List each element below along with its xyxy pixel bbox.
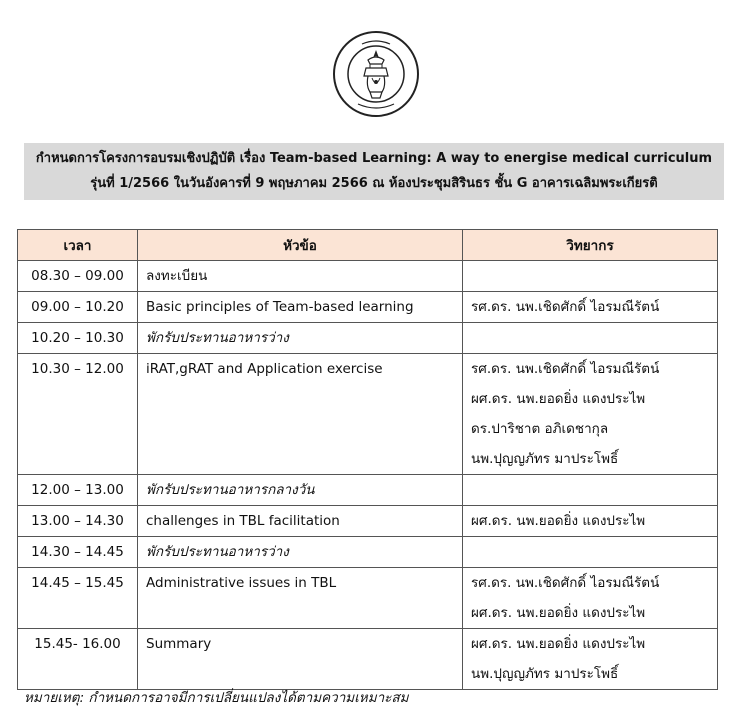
header-speaker: วิทยากร [463, 230, 718, 261]
speaker-name: รศ.ดร. นพ.เชิดศักดิ์ ไอรมณีรัตน์ [471, 361, 660, 377]
speaker-cell [463, 323, 718, 354]
topic-cell: iRAT,gRAT and Application exercise [138, 354, 463, 475]
speaker-name: ผศ.ดร. นพ.ยอดยิ่ง แดงประไพ [471, 605, 646, 621]
title-banner [24, 143, 724, 200]
table-row [18, 475, 718, 506]
speaker-cell [463, 292, 718, 323]
speaker-cell [463, 354, 718, 475]
topic-cell: ลงทะเบียน [138, 261, 463, 292]
speaker-name: นพ.ปุญญภัทร มาประโพธิ์ [471, 451, 619, 467]
speaker-name: ดร.ปาริชาต อภิเดชากุล [471, 421, 609, 437]
time-cell: 12.00 – 13.00 [18, 475, 138, 506]
break-topic-cell: พักรับประทานอาหารกลางวัน [138, 475, 463, 506]
speaker-cell [463, 506, 718, 537]
table-header-row [18, 230, 718, 261]
speaker-name: รศ.ดร. นพ.เชิดศักดิ์ ไอรมณีรัตน์ [471, 299, 660, 315]
topic-cell: challenges in TBL facilitation [138, 506, 463, 537]
time-cell: 09.00 – 10.20 [18, 292, 138, 323]
speaker-cell [463, 629, 718, 690]
table-row [18, 568, 718, 629]
time-cell: 14.30 – 14.45 [18, 537, 138, 568]
banner-title-line2: รุ่นที่ 1/2566 ในวันอังคารที่ 9 พฤษภาคม 2566 ณ ห้องประชุมสิรินธร ชั้น G อาคารเฉลิมพระเกียรติ [90, 176, 658, 191]
topic-cell: Administrative issues in TBL [138, 568, 463, 629]
header-topic: หัวข้อ [138, 230, 463, 261]
speaker-name: ผศ.ดร. นพ.ยอดยิ่ง แดงประไพ [471, 513, 646, 529]
time-cell: 14.45 – 15.45 [18, 568, 138, 629]
university-seal-logo [332, 30, 420, 118]
time-cell: 15.45- 16.00 [18, 629, 138, 690]
footnote: หมายเหตุ: กำหนดการอาจมีการเปลี่ยนแปลงได้ตามความเหมาะสม [24, 690, 409, 706]
table-row [18, 629, 718, 690]
speaker-cell [463, 568, 718, 629]
time-cell: 08.30 – 09.00 [18, 261, 138, 292]
break-topic-cell: พักรับประทานอาหารว่าง [138, 537, 463, 568]
speaker-cell [463, 475, 718, 506]
speaker-name: รศ.ดร. นพ.เชิดศักดิ์ ไอรมณีรัตน์ [471, 575, 660, 591]
topic-cell: Basic principles of Team-based learning [138, 292, 463, 323]
banner-title-line1: กำหนดการโครงการอบรมเชิงปฏิบัติ เรื่อง Team-based Learning: A way to energise medical curriculum [35, 151, 713, 166]
time-cell: 10.30 – 12.00 [18, 354, 138, 475]
time-cell: 13.00 – 14.30 [18, 506, 138, 537]
schedule-table [17, 229, 718, 690]
speaker-name: นพ.ปุญญภัทร มาประโพธิ์ [471, 666, 619, 682]
speaker-name: ผศ.ดร. นพ.ยอดยิ่ง แดงประไพ [471, 391, 646, 407]
speaker-cell [463, 261, 718, 292]
table-row [18, 261, 718, 292]
table-row [18, 354, 718, 475]
time-cell: 10.20 – 10.30 [18, 323, 138, 354]
table-row [18, 537, 718, 568]
speaker-cell [463, 537, 718, 568]
table-row [18, 292, 718, 323]
speaker-name: ผศ.ดร. นพ.ยอดยิ่ง แดงประไพ [471, 636, 646, 652]
break-topic-cell: พักรับประทานอาหารว่าง [138, 323, 463, 354]
table-row [18, 323, 718, 354]
topic-cell: Summary [138, 629, 463, 690]
table-row [18, 506, 718, 537]
header-time: เวลา [18, 230, 138, 261]
seal-icon [332, 30, 420, 118]
